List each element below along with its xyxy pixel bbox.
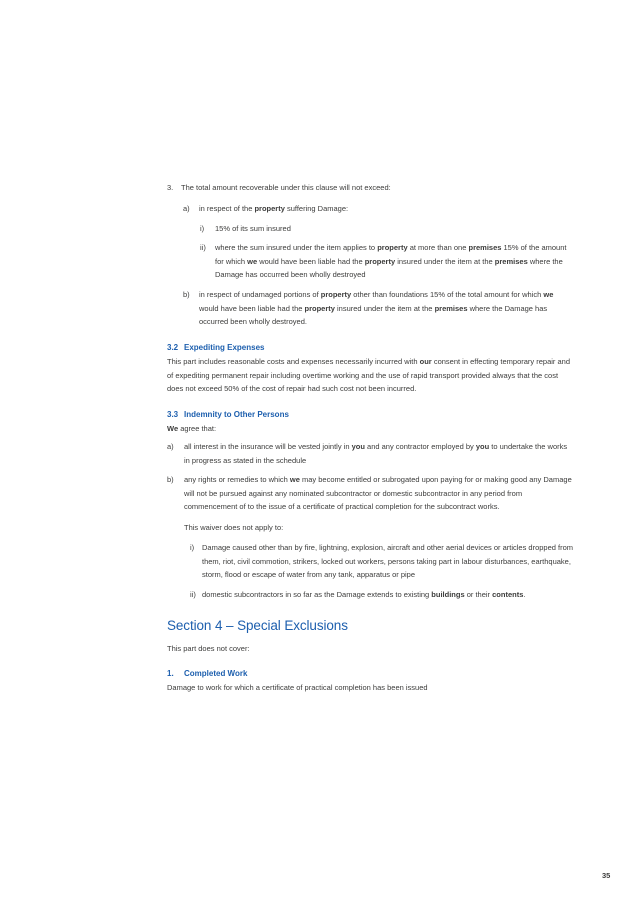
- text-segment: 15% of the amount for which: [215, 243, 567, 266]
- text-segment: where the Damage has occurred been wholly destroyed.: [199, 303, 548, 326]
- defined-term: We: [167, 423, 179, 433]
- waiver-intro: [184, 521, 574, 535]
- defined-term: property: [304, 303, 335, 313]
- text-segment: Damage to work for which a certificate of practical completion has been issued: [167, 683, 428, 692]
- defined-term: premises: [468, 243, 502, 252]
- waiver-item-i: [190, 541, 574, 582]
- defined-term: premises: [494, 256, 528, 266]
- clause-3b-text: [199, 290, 553, 326]
- section-3-3-intro-text: [167, 424, 216, 433]
- text-segment: in respect of undamaged portions of: [199, 290, 321, 299]
- defined-term: we: [543, 290, 554, 299]
- defined-term: property: [377, 243, 408, 252]
- waiver-item-ii: [190, 588, 574, 602]
- clause-3a-text: [199, 204, 348, 213]
- text-segment: The total amount recoverable under this clause will not exceed:: [181, 183, 391, 192]
- clause-3a-ii-marker: ii): [200, 243, 206, 252]
- item-3-3-a-marker: a): [167, 442, 174, 451]
- text-segment: other than foundations 15% of the total amount for which: [351, 290, 544, 299]
- text-segment: agree that:: [178, 423, 217, 433]
- text-segment: This waiver does not apply to:: [184, 523, 284, 532]
- text-segment: and any contractor employed by: [364, 442, 476, 451]
- exclusion-1-heading: [167, 667, 574, 681]
- clause-3a-marker: a): [183, 203, 190, 213]
- waiver-item-i-text: [202, 543, 573, 579]
- exclusion-1-number: 1.: [167, 669, 174, 678]
- defined-term: you: [351, 442, 365, 451]
- clause-3a-i-marker: i): [200, 223, 205, 233]
- section-3-2-title: Expediting Expenses: [184, 343, 265, 352]
- section-3-2-paragraph: [167, 355, 574, 396]
- document-page: [167, 181, 574, 695]
- defined-term: premises: [434, 303, 468, 313]
- item-3-3-a: [167, 440, 574, 467]
- clause-3a-ii-text: [215, 243, 566, 279]
- text-segment: any rights or remedies to which: [184, 475, 290, 484]
- text-segment: consent in effecting temporary repair and of expediting permanent repair including overtime working and the use of rapid transport provided always that the cost does not exceed 50% of the cost of repair had such cost not been incurred.: [167, 357, 571, 393]
- text-segment: 15% of its sum insured: [215, 223, 291, 233]
- text-segment: where the Damage has occurred been wholly destroyed: [215, 256, 563, 279]
- text-segment: This part includes reasonable costs and expenses necessarily incurred with: [167, 357, 420, 366]
- section-3-3-title: Indemnity to Other Persons: [184, 410, 289, 419]
- section-4-title: Section 4 – Special Exclusions: [167, 618, 348, 633]
- text-segment: where the sum insured under the item applies to: [215, 243, 378, 252]
- exclusion-1-title: Completed Work: [184, 669, 248, 678]
- defined-term: we: [289, 475, 300, 484]
- defined-term: property: [320, 290, 352, 299]
- text-segment: would have been liable had the: [257, 256, 365, 266]
- section-3-2-text: [167, 357, 570, 393]
- waiver-intro-text: [184, 523, 283, 532]
- clause-3b: [183, 288, 574, 329]
- exclusion-1-paragraph: [167, 681, 574, 695]
- defined-term: contents: [492, 590, 524, 599]
- defined-term: you: [475, 442, 490, 451]
- item-3-3-b: [167, 473, 574, 514]
- text-segment: Damage caused other than by fire, lightning, explosion, aircraft and other aerial devices or articles dropped from them, riot, civil commotion, strikers, locked out workers, persons taking part in labour disturbances, earthquake, storm, flood or escape of water from any tank, apparatus or pipe: [202, 543, 574, 579]
- exclusion-1-text: [167, 683, 428, 692]
- clause-3-text: [181, 183, 391, 192]
- text-segment: may become entitled or subrogated upon paying for or making good any Damage will not be pursued against any nominated subcontractor or domestic subcontractor in any period from commencement of to the issue of a certificate of practical completion for the subcontract works.: [184, 475, 572, 511]
- clause-3: [167, 181, 574, 195]
- section-3-3-number: 3.3: [167, 410, 179, 419]
- text-segment: all interest in the insurance will be vested jointly in: [184, 442, 352, 451]
- text-segment: would have been liable had the: [199, 303, 305, 313]
- waiver-item-ii-text: [202, 590, 526, 599]
- text-segment: domestic subcontractors in so far as the Damage extends to existing: [202, 590, 432, 599]
- defined-term: property: [364, 256, 396, 266]
- clause-3a: [183, 202, 574, 216]
- clause-3-marker: 3.: [167, 183, 174, 192]
- text-segment: or their: [464, 590, 493, 599]
- text-segment: insured under the item at the: [334, 303, 435, 313]
- defined-term: our: [419, 357, 432, 366]
- page-number: 35: [602, 871, 611, 880]
- defined-term: buildings: [431, 590, 465, 599]
- defined-term: we: [247, 256, 258, 266]
- text-segment: insured under the item at the: [395, 256, 495, 266]
- clause-3a-i: [200, 222, 574, 236]
- waiver-item-ii-marker: ii): [190, 590, 196, 599]
- item-3-3-b-marker: b): [167, 475, 174, 484]
- section-3-2-number: 3.2: [167, 343, 179, 352]
- section-3-2-heading: [167, 341, 574, 355]
- item-3-3-a-text: [184, 442, 567, 465]
- clause-3a-ii: [200, 241, 574, 282]
- clause-3a-i-text: [215, 224, 291, 233]
- defined-term: property: [254, 203, 285, 213]
- text-segment: at more than one: [407, 243, 469, 252]
- text-segment: .: [523, 590, 526, 599]
- section-3-3-intro: [167, 422, 574, 436]
- text-segment: to undertake the works in progress as stated in the schedule: [184, 442, 568, 465]
- item-3-3-b-text: [184, 475, 572, 511]
- text-segment: in respect of the: [199, 203, 255, 213]
- waiver-item-i-marker: i): [190, 543, 195, 552]
- section-4-intro: This part does not cover:: [167, 644, 250, 653]
- text-segment: suffering Damage:: [284, 203, 349, 213]
- clause-3b-marker: b): [183, 290, 190, 299]
- section-3-3-heading: [167, 408, 574, 422]
